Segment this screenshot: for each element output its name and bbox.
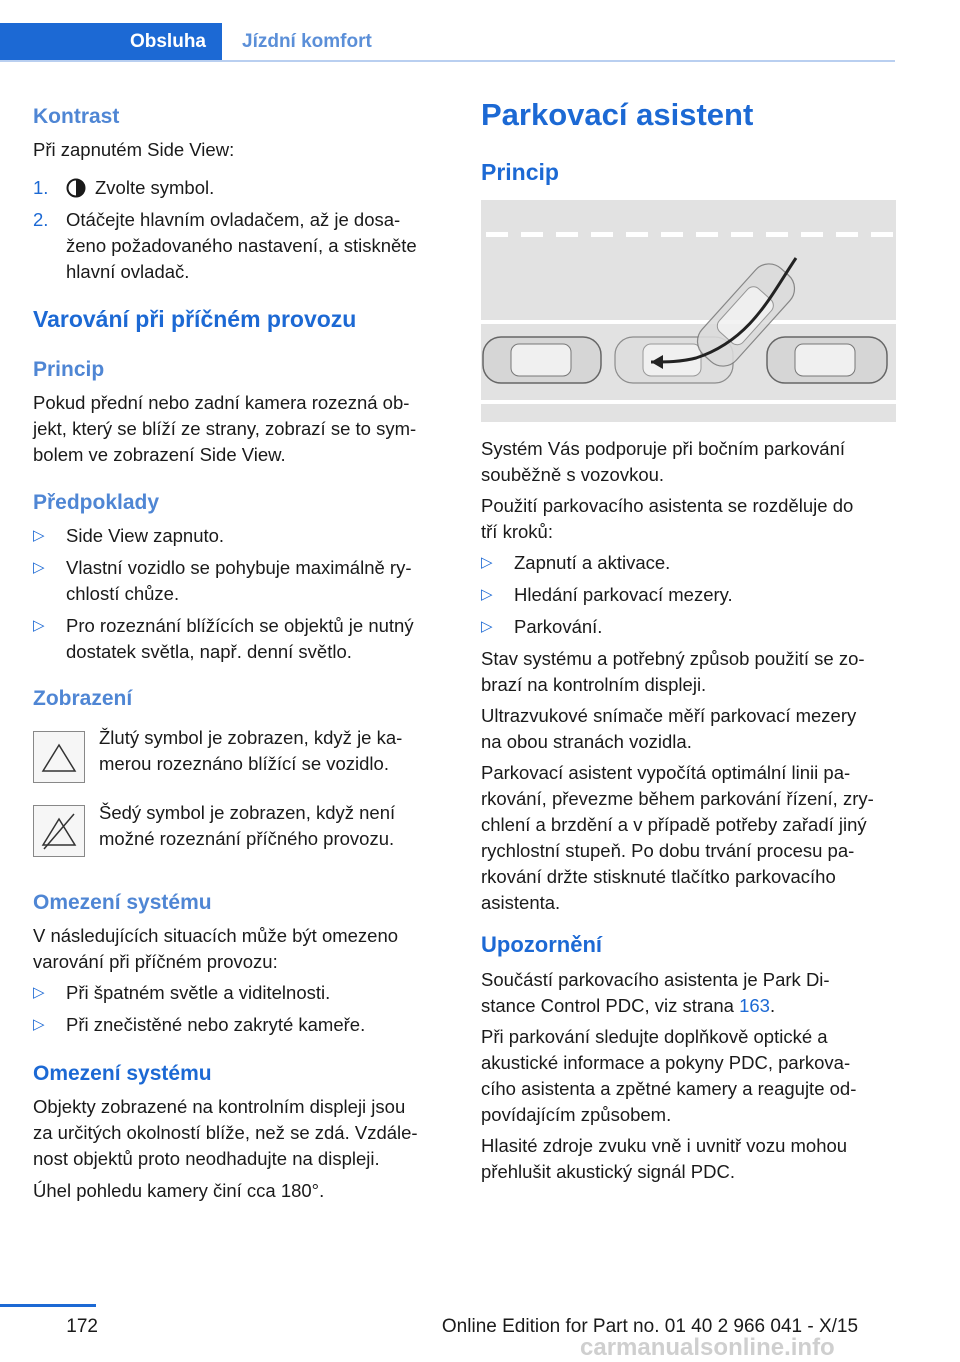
parked-car-right (767, 337, 887, 383)
body-line: chlení a brzdění a v případě potřeby zařadí jiný (481, 814, 867, 835)
symbol-grey-line: Šedý symbol je zobrazen, když není (99, 802, 396, 823)
bullet-triangle-icon: ▷ (33, 984, 45, 1001)
omezeni2-line: nost objektů proto neodhadujte na displeji. (33, 1148, 380, 1169)
body-line: rkování držte stisknuté tlačítko parkovacího (481, 866, 836, 887)
princip-line: bolem ve zobrazení Side View. (33, 444, 286, 465)
note-line: cího asistenta a zpětné kamery a reagujte od‐ (481, 1078, 857, 1099)
step-text-line: hlavní ovladač. (66, 261, 190, 282)
list-item-text: Pro rozeznání blížících se objektů je nutný (66, 615, 414, 636)
step-text: Zvolte symbol. (95, 177, 215, 198)
list-item-text: Při znečistěné nebo zakryté kameře. (66, 1014, 366, 1035)
body-line: Ultrazvukové snímače měří parkovací mezery (481, 705, 857, 726)
predpoklady-heading: Předpoklady (33, 491, 160, 514)
bullet-triangle-icon: ▷ (33, 617, 45, 634)
body-line: rkování, převezme během parkování řízení, zry‐ (481, 788, 874, 809)
cross-traffic-warning-icon (33, 731, 85, 783)
list-item (33, 1012, 443, 1038)
header-tabs (0, 0, 895, 62)
body-line: na obou stranách vozidla. (481, 731, 692, 752)
note-line: Hlasité zdroje zvuku vně i uvnitř vozu mohou (481, 1135, 848, 1156)
bullet-triangle-icon: ▷ (481, 618, 493, 635)
list-item-text: Zapnutí a aktivace. (514, 552, 671, 573)
upozorneni-heading: Upozornění (481, 932, 602, 957)
list-item (33, 613, 443, 665)
princip-line: jekt, který se blíží ze strany, zobrazí se to sym‐ (33, 418, 417, 439)
list-item (33, 175, 443, 201)
section-heading-cross-traffic: Varování při příčném provozu (33, 306, 357, 332)
list-item (481, 614, 891, 640)
bullet-triangle-icon: ▷ (33, 527, 45, 544)
body-line: brazí na kontrolním displeji. (481, 674, 707, 695)
parking-illustration (481, 200, 896, 422)
intro-line: souběžně s vozovkou. (481, 464, 665, 485)
list-item (481, 550, 891, 576)
body-line: asistenta. (481, 892, 561, 913)
list-item-text: dostatek světla, např. denní světlo. (66, 641, 352, 662)
symbol-yellow-line: merou rozeznáno blížící se vozidlo. (99, 753, 389, 774)
edition-text: Online Edition for Part no. 01 40 2 966 041 - X/15 (441, 1316, 859, 1337)
symbol-grey-line: možné rozeznání příčného provozu. (99, 828, 395, 849)
bullet-triangle-icon: ▷ (33, 1016, 45, 1033)
body-line: Stav systému a potřebný způsob použití se zo‐ (481, 648, 865, 669)
note-line: akustické informace a pokyny PDC, parkova‐ (481, 1052, 851, 1073)
step-number: 1. (33, 177, 49, 198)
kontrast-heading: Kontrast (33, 105, 120, 128)
footer-accent-line (0, 1304, 96, 1307)
body-line: rychlostní stupeň. Po dobu trvání procesu pa‐ (481, 840, 855, 861)
list-item-text: Parkování. (514, 616, 603, 637)
note-text: stance Control PDC, viz strana (481, 995, 740, 1016)
bullet-triangle-icon: ▷ (481, 586, 493, 603)
list-item (33, 523, 443, 549)
step-number: 2. (33, 209, 49, 230)
note-line: přehlušit akustický signál PDC. (481, 1161, 735, 1182)
symbol-yellow-line: Žlutý symbol je zobrazen, když je ka‐ (99, 727, 403, 748)
page-reference-link[interactable]: 163 (739, 995, 770, 1016)
princip-heading: Princip (33, 358, 105, 381)
kontrast-intro: Při zapnutém Side View: (33, 139, 235, 160)
omezeni-line: varování při příčném provozu: (33, 951, 278, 972)
intro-line: Systém Vás podporuje při bočním parkování (481, 438, 846, 459)
header-divider (0, 60, 895, 62)
camera-angle-text: Úhel pohledu kamery činí cca 180°. (33, 1180, 325, 1201)
omezeni-heading: Omezení systému (33, 891, 212, 914)
parked-car-left (483, 337, 601, 383)
list-item (481, 582, 891, 608)
omezeni2-heading: Omezení systému (33, 1062, 212, 1085)
note-line: Součástí parkovacího asistenta je Park Di‐ (481, 969, 830, 990)
list-item (33, 555, 443, 607)
omezeni2-line: Objekty zobrazené na kontrolním displeji jsou (33, 1096, 406, 1117)
princip-line: Pokud přední nebo zadní kamera rozezná ob‐ (33, 392, 410, 413)
bullet-triangle-icon: ▷ (33, 559, 45, 576)
omezeni2-line: za určitých okolností blíže, než se zdá. Vzdále‐ (33, 1122, 418, 1143)
list-item-text: chlostí chůze. (66, 583, 180, 604)
tab-obsluha[interactable]: Obsluha (0, 23, 222, 60)
princip-heading: Princip (481, 159, 559, 185)
list-item-text: Vlastní vozidlo se pohybuje maximálně ry‐ (66, 557, 412, 578)
list-item (33, 207, 443, 285)
zobrazeni-heading: Zobrazení (33, 687, 133, 710)
steps-intro-line: Použití parkovacího asistenta se rozděluje do (481, 495, 854, 516)
watermark: carmanualsonline.info (580, 1334, 835, 1361)
omezeni-line: V následujících situacích může být omezeno (33, 925, 399, 946)
cross-traffic-unavailable-icon (33, 805, 85, 857)
page-title: Parkovací asistent (481, 97, 754, 132)
contrast-icon (66, 178, 86, 205)
note-text: . (769, 995, 776, 1016)
note-line: povídajícím způsobem. (481, 1104, 672, 1125)
page-number: 172 (66, 1316, 98, 1337)
step-text-line: Otáčejte hlavním ovladačem, až je dosa‐ (66, 209, 401, 230)
step-text-line: ženo požadovaného nastavení, a stiskněte (66, 235, 417, 256)
tab-jizdni-komfort[interactable]: Jízdní komfort (242, 31, 372, 52)
list-item (33, 980, 443, 1006)
list-item-text: Hledání parkovací mezery. (514, 584, 733, 605)
note-line (481, 993, 775, 1019)
note-line: Při parkování sledujte doplňkově optické a (481, 1026, 828, 1047)
bullet-triangle-icon: ▷ (481, 554, 493, 571)
list-item-text: Side View zapnuto. (66, 525, 225, 546)
body-line: Parkovací asistent vypočítá optimální linii pa‐ (481, 762, 851, 783)
steps-intro-line: tří kroků: (481, 521, 553, 542)
list-item-text: Při špatném světle a viditelnosti. (66, 982, 331, 1003)
